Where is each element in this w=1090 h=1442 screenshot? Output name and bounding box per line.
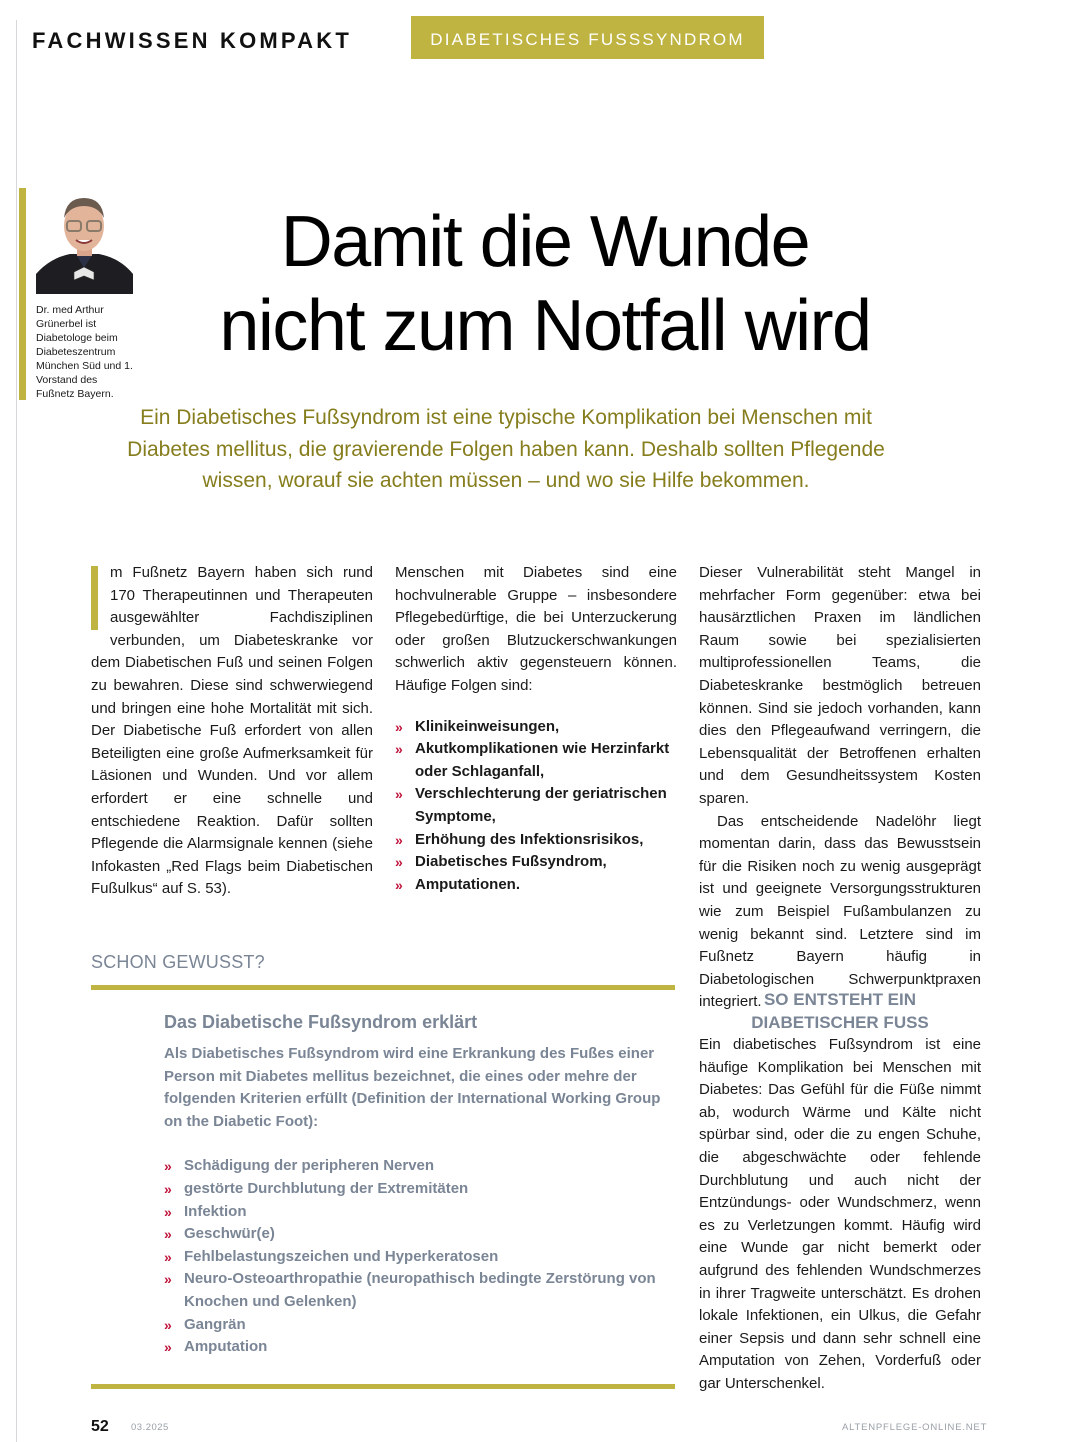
infobox-text: Als Diabetisches Fußsyndrom wird eine Erkrankung des Fußes einer Person mit Diabetes mellitus bezeichnet, die eines oder mehre der folgenden Kriterien erfüllt (Definition der International Working Group on the Diabetic Foot):	[164, 1045, 661, 1130]
list-item: » Amputationen.	[395, 874, 677, 897]
sidebox-heading: SO ENTSTEHT EIN DIABETISCHER FUSS	[751, 990, 929, 1032]
list-item: » Verschlechterung der geriatrischen Symptome,	[395, 785, 667, 825]
chevron-right-icon: »	[395, 876, 403, 893]
list-item: » Neuro-Osteoarthropathie (neuropathisch bedingte Zerstörung von Knochen und Gelenken)	[164, 1270, 656, 1310]
chevron-right-icon: »	[164, 1158, 172, 1175]
issue-date: 03.2025	[131, 1422, 169, 1433]
list-item: » Schädigung der peripheren Nerven	[164, 1155, 664, 1178]
column-3	[699, 562, 981, 1014]
author-accent-bar	[19, 188, 26, 400]
list-item: » Erhöhung des Infektionsrisikos,	[395, 829, 677, 852]
consequences-list	[395, 716, 677, 897]
list-item: » Fehlbelastungszeichen und Hyperkeratosen	[164, 1246, 664, 1269]
infobox-top-rule	[91, 985, 675, 990]
list-item: » Amputation	[164, 1336, 664, 1359]
chevron-right-icon: »	[164, 1316, 172, 1333]
infobox-bottom-rule	[91, 1384, 675, 1389]
col3-paragraph-2: Das entscheidende Nadelöhr liegt momentan darin, dass das Bewusstsein für die Risiken noch zu wenig ausgeprägt ist und geeignete Versorgungsstrukturen wie zum Beispiel Fußambulanzen zu wenig bekannt sind. Letztere sind im Fußnetz Bayern häufig in Diabetologischen Schwerpunktpraxen integriert.	[699, 812, 981, 1011]
chevron-right-icon: »	[164, 1203, 172, 1220]
infobox-title: Das Diabetische Fußsyndrom erklärt	[164, 1012, 478, 1032]
chevron-right-icon: »	[164, 1271, 172, 1288]
list-item: » Infektion	[164, 1201, 664, 1224]
col1-paragraph: m Fußnetz Bayern haben sich rund 170 Therapeutinnen und Therapeuten ausgewählter Fachdisziplinen verbunden, um Diabeteskranke vor dem Diabetischen Fuß und seinen Folgen zu bewahren. Diese sind schwerwiegend und bringen eine hohe Mortalität mit sich. Der Diabetische Fuß erfordert von allen Beteiligten eine große Aufmerksamkeit für Läsionen und Wunden. Und vor allem erfordert er eine schnelle und entschiedene Reaktion. Dafür sollten Pflegende die Alarmsignale kennen (siehe Infokasten „Red Flags beim Diabetischen Fußulkus“ auf S. 53).	[91, 564, 373, 898]
criteria-list	[164, 1155, 664, 1358]
title-line-2: nicht zum Notfall wird	[219, 286, 871, 366]
page-number: 52	[91, 1418, 109, 1435]
page-edge	[16, 20, 17, 1442]
chevron-right-icon: »	[395, 831, 403, 848]
column-1	[91, 562, 373, 901]
topic-tag: DIABETISCHES FUSSSYNDROM	[411, 16, 764, 59]
article-title	[160, 200, 930, 368]
list-item: » Diabetisches Fußsyndrom,	[395, 851, 677, 874]
chevron-right-icon: »	[395, 718, 403, 735]
chevron-right-icon: »	[395, 786, 403, 803]
column-2	[395, 562, 677, 896]
list-item: » Gangrän	[164, 1314, 664, 1337]
chevron-right-icon: »	[164, 1180, 172, 1197]
list-item: » Geschwür(e)	[164, 1223, 664, 1246]
sidebox-text: Ein diabetisches Fußsyndrom ist eine häufige Komplikation bei Menschen mit Diabetes: Das Gefühl für die Füße nimmt ab, wodurch Wärme und Kälte nicht spürbar sind, oder die zu engen Schuhe, die abgeschwächte oder fehlende Durchblutung und auch nicht der Entzündungs- oder Wundschmerz, wenn es zu Verletzungen kommt. Häufig wird eine Wunde gar nicht bemerkt oder aufgrund des fehlenden Wundschmerzes in ihrer Tragweite unterschätzt. Es drohen lokale Infektionen, ein Ulkus, die Gefahr einer Sepsis und dann sehr schnell eine Amputation von Zehen, Vorderfuß oder gar Unterschenkel.	[699, 1036, 981, 1392]
author-caption: Dr. med Arthur Grünerbel ist Diabetologe beim Diabeteszentrum München Süd und 1. Vorstand des Fußnetz Bayern.	[36, 304, 133, 400]
website-link[interactable]: ALTENPFLEGE-ONLINE.NET	[842, 1422, 988, 1433]
list-item: » gestörte Durchblutung der Extremitäten	[164, 1178, 664, 1201]
chevron-right-icon: »	[164, 1339, 172, 1356]
infobox	[164, 1012, 664, 1359]
chevron-right-icon: »	[164, 1248, 172, 1265]
section-kicker: FACHWISSEN KOMPAKT	[32, 28, 352, 53]
chevron-right-icon: »	[395, 854, 403, 871]
author-portrait-icon	[36, 188, 133, 294]
chevron-right-icon: »	[395, 741, 403, 758]
col2-paragraph: Menschen mit Diabetes sind eine hochvulnerable Gruppe – insbesondere Pflegebedürftige, die bei Unterzuckerung oder großen Blutzuckerschwankungen schwerlich aktiv gegensteuern können. Häufige Folgen sind:	[395, 564, 677, 694]
article-lead: Ein Diabetisches Fußsyndrom ist eine typische Komplikation bei Menschen mit Diabetes mellitus, die gravierende Folgen haben kann. Deshalb sollten Pflegende wissen, worauf sie achten müssen – und wo sie Hilfe bekommen.	[127, 406, 885, 492]
list-item: » Akutkomplikationen wie Herzinfarkt oder Schlaganfall,	[395, 740, 670, 780]
list-item: » Klinikeinweisungen,	[395, 716, 677, 739]
author-photo	[36, 188, 133, 294]
title-line-1: Damit die Wunde	[280, 202, 810, 282]
infobox-label: SCHON GEWUSST?	[91, 952, 265, 972]
dropcap-bar	[91, 566, 98, 630]
col3-paragraph-1: Dieser Vulnerabilität steht Mangel in mehrfacher Form gegenüber: etwa bei hausärztlichen Praxen im ländlichen Raum sowie bei spezialisierten multiprofessionellen Teams, die Diabeteskranke bestmöglich betreuen können. Sind sie jedoch vorhanden, kann dies den Pflegeaufwand verringern, die Lebensqualität der Betroffenen erhalten und dem Gesundheitssystem Kosten sparen.	[699, 564, 981, 807]
chevron-right-icon: »	[164, 1226, 172, 1243]
